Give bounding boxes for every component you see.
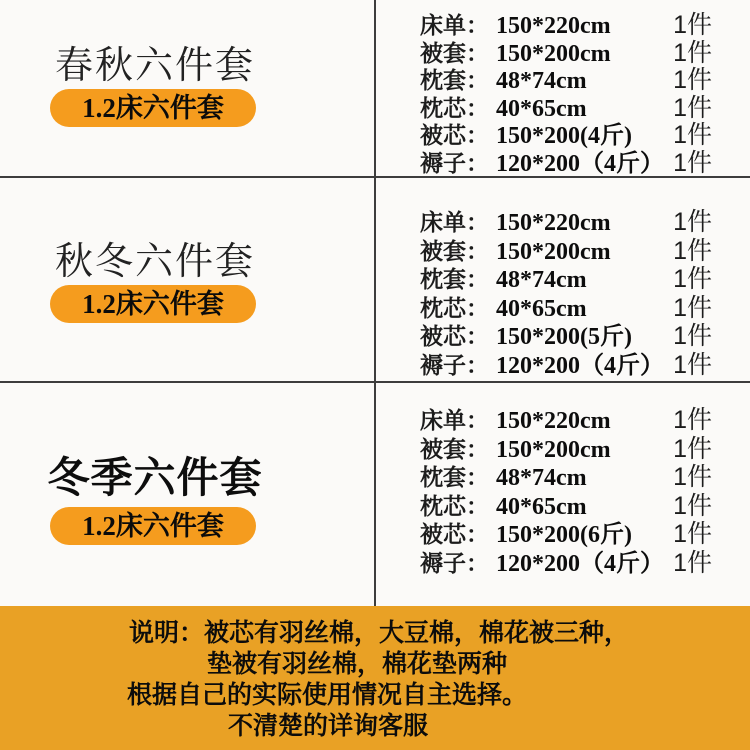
item-label: 枕芯：: [420, 492, 489, 519]
item-label: 枕套：: [420, 464, 489, 490]
item-quantity: 1件: [673, 121, 712, 149]
section-spec-list: [375, 383, 750, 605]
section-title: 秋冬六件套: [54, 241, 255, 283]
spec-row: [420, 514, 712, 548]
spec-row: [420, 143, 712, 177]
spec-row: [420, 345, 712, 379]
item-label: 枕芯：: [420, 294, 489, 321]
notice-line: 垫被有羽丝棉，棉花垫两种: [207, 651, 508, 678]
bed-size-badge-label: 1.2床六件套: [82, 92, 224, 123]
item-size: 150*200cm: [496, 238, 611, 265]
item-quantity: 1件: [673, 434, 712, 463]
spec-row: [420, 543, 712, 577]
bed-size-badge-label: 1.2床六件套: [82, 510, 224, 541]
item-label: 被套：: [420, 435, 489, 462]
horizontal-divider: [0, 381, 750, 383]
item-quantity: 1件: [673, 463, 712, 491]
item-label: 被芯：: [420, 323, 489, 349]
item-label: 床单：: [420, 407, 489, 433]
item-size: 48*74cm: [496, 267, 587, 293]
item-size: 48*74cm: [496, 68, 587, 94]
item-size: 48*74cm: [496, 465, 587, 491]
bed-size-badge: [50, 507, 256, 545]
section-left-cell: [0, 178, 375, 381]
item-label: 被套：: [420, 237, 489, 264]
horizontal-divider: [0, 176, 750, 178]
item-quantity: 1件: [673, 491, 712, 520]
item-label: 床单：: [420, 209, 489, 235]
spec-row: [420, 202, 712, 236]
item-size: 150*220cm: [496, 210, 611, 236]
notice-line: 说明：被芯有羽丝棉，大豆棉，棉花被三种，: [129, 620, 630, 647]
item-label: 褥子：: [420, 549, 489, 576]
item-size: 150*200(4斤): [496, 123, 632, 149]
item-size: 120*200（4斤）: [496, 550, 664, 577]
item-size: 120*200（4斤）: [496, 150, 664, 177]
item-size: 40*65cm: [496, 295, 587, 322]
notice-line: 根据自己的实际使用情况自主选择。: [127, 682, 528, 709]
spec-row: [420, 400, 712, 434]
section-title: 春秋六件套: [54, 45, 255, 87]
bed-size-badge: [50, 89, 256, 127]
item-quantity: 1件: [673, 66, 712, 94]
notice-line: 不清楚的详询客服: [228, 713, 429, 740]
section-spec-list: [375, 178, 750, 381]
item-quantity: 1件: [673, 38, 712, 67]
item-quantity: 1件: [673, 265, 712, 293]
item-quantity: 1件: [673, 236, 712, 265]
item-label: 褥子：: [420, 351, 489, 378]
item-size: 150*220cm: [496, 13, 611, 39]
item-quantity: 1件: [673, 148, 712, 177]
item-size: 120*200（4斤）: [496, 352, 664, 379]
item-quantity: 1件: [673, 293, 712, 322]
item-label: 被套：: [420, 39, 489, 66]
item-label: 枕套：: [420, 67, 489, 93]
item-label: 枕套：: [420, 266, 489, 292]
item-label: 枕芯：: [420, 94, 489, 121]
notice-banner: [0, 606, 750, 750]
item-quantity: 1件: [673, 11, 712, 39]
item-quantity: 1件: [673, 406, 712, 434]
item-label: 被芯：: [420, 521, 489, 547]
spec-row: [420, 5, 712, 39]
item-label: 床单：: [420, 12, 489, 38]
item-size: 40*65cm: [496, 95, 587, 122]
item-quantity: 1件: [673, 548, 712, 577]
item-size: 150*220cm: [496, 408, 611, 434]
vertical-divider: [374, 0, 376, 606]
item-quantity: 1件: [673, 520, 712, 548]
section-title: 冬季六件套: [47, 456, 263, 502]
item-label: 被芯：: [420, 122, 489, 148]
item-size: 150*200cm: [496, 40, 611, 67]
item-quantity: 1件: [673, 322, 712, 350]
bed-size-badge-label: 1.2床六件套: [82, 288, 224, 319]
section-left-cell: [0, 383, 375, 605]
item-label: 褥子：: [420, 149, 489, 176]
spec-row: [420, 316, 712, 350]
item-quantity: 1件: [673, 208, 712, 236]
section-left-cell: [0, 0, 375, 176]
spec-row: [420, 115, 712, 149]
section-spec-list: [375, 0, 750, 176]
item-size: 150*200(5斤): [496, 324, 632, 350]
item-size: 150*200cm: [496, 436, 611, 463]
item-size: 150*200(6斤): [496, 522, 632, 548]
bed-size-badge: [50, 285, 256, 323]
item-quantity: 1件: [673, 350, 712, 379]
item-size: 40*65cm: [496, 493, 587, 520]
item-quantity: 1件: [673, 93, 712, 122]
